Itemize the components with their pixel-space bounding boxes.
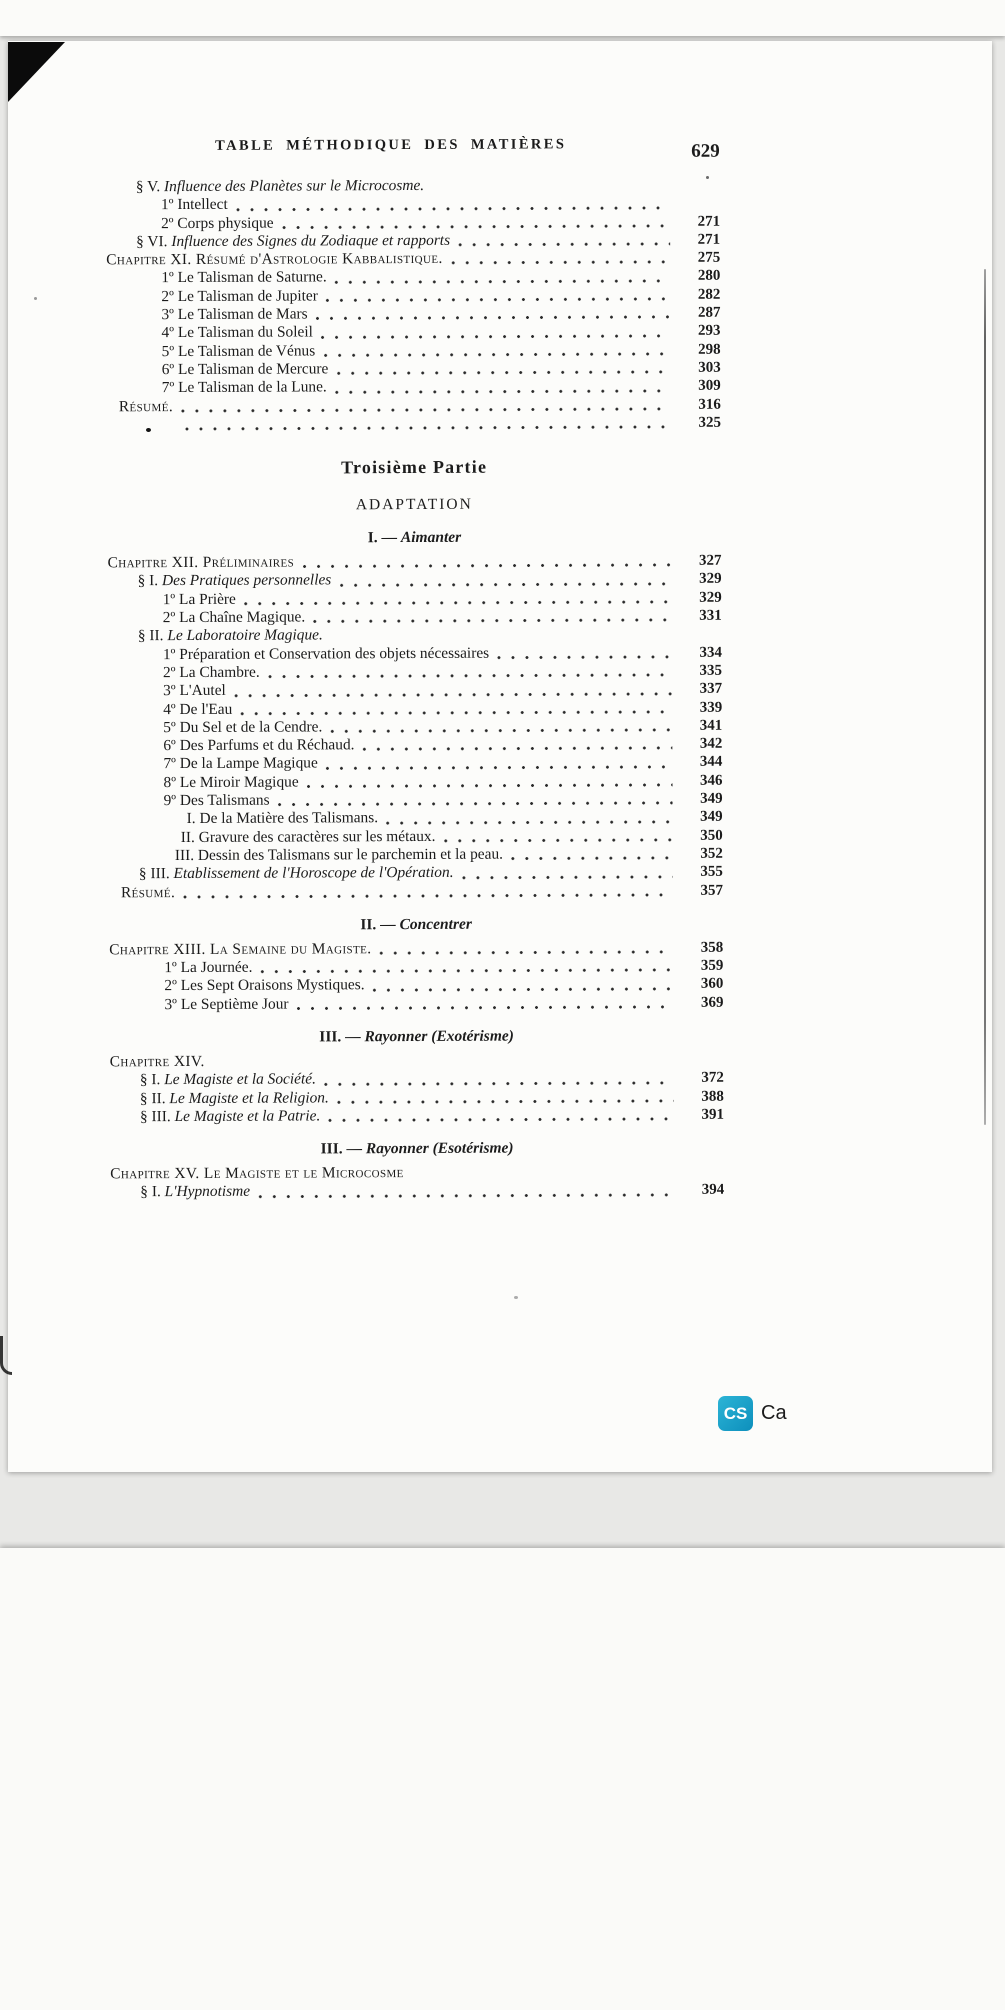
dot-leader [337,1099,674,1104]
toc-entry-text: De la Matière des Talismans. [199,809,379,828]
dot-leader [336,370,670,375]
dot-leader [511,856,673,861]
toc-entry-prefix: 4º [161,324,178,342]
toc-entry-prefix: § III. [138,865,174,883]
toc-entry-text: La Prière [178,590,236,608]
dot-leader [458,242,670,247]
toc-entry-label [138,627,323,646]
toc-page-number: 280 [697,268,721,285]
dot-leader [335,279,671,284]
toc-entry-label [163,591,236,610]
toc-page-number: 372 [701,1069,724,1087]
toc-row [109,881,723,902]
heading-prefix: I. — [367,529,401,547]
toc-page-number: 369 [700,994,724,1011]
toc-entry-label [164,995,288,1014]
toc-entry-text: Corps physique [177,214,274,232]
dot-leader [313,618,672,624]
toc-page-number: 341 [699,717,723,734]
toc-entry-prefix: 5º [161,342,178,360]
toc-page-number: 344 [699,754,723,771]
heading-text: ADAPTATION [355,495,473,514]
toc-entry-label [162,379,327,398]
toc-entry-text: La Journée. [180,958,253,977]
dot-leader [324,1080,674,1086]
toc-heading [110,1027,724,1048]
toc-row [107,414,721,435]
toc-page-number: 394 [701,1182,725,1199]
toc-entry-text: Résumé. [120,883,176,901]
scan-speckle [514,1296,518,1299]
toc-entry-text: Des Parfums et du Réchaud. [179,736,355,755]
camscanner-brand-text: Ca [761,1402,787,1424]
toc-entry-label [110,1053,205,1072]
toc-entry-prefix: § I. [139,1071,165,1089]
toc-page-number: 349 [700,808,723,826]
toc-entry-label [140,1089,329,1108]
toc-page-number: 282 [697,286,721,303]
toc-entry-label [163,682,226,701]
toc-entry-label [163,718,322,737]
dot-leader [462,874,673,879]
toc-entry-label [163,609,306,628]
toc-entry-label [162,324,313,343]
toc-entry-text: Les Sept Oraisons Mystiques. [180,976,365,995]
toc-entry-text: Le Miroir Magique [179,773,299,791]
scan-speckle [34,297,37,300]
toc-entry-prefix: 2º [161,287,178,305]
toc-page-number: 327 [699,552,722,569]
toc-entry-label [181,828,436,847]
dot-leader [321,334,671,340]
dot-leader [326,297,671,303]
toc-entry-text: Le Talisman de Vénus [177,342,316,360]
toc-entry-label [163,773,298,792]
toc-page-number: 329 [699,571,722,588]
toc-page-number: 352 [700,845,723,862]
toc-page-number: 342 [699,735,723,752]
previous-page-edge [0,0,1005,36]
dot-leader [380,950,674,955]
toc-entry-text: Dessin des Talismans sur le parchemin et la peau. [197,845,504,864]
toc-entry-prefix: § VI. [136,232,172,251]
toc-entry-prefix: 2º [164,977,181,995]
toc-entry-label [162,342,316,361]
toc-page-number: 360 [700,976,724,993]
dot-leader [373,987,674,992]
camscanner-logo-text: CS [723,1403,748,1423]
toc-page-number: 309 [698,377,721,395]
toc-entry-label [136,177,424,197]
toc-row [109,993,723,1014]
dot-leader [260,968,673,974]
dot-leader [236,205,670,211]
toc-entry-text: Etablissement de l'Horoscope de l'Opération. [173,864,454,883]
toc-entry-text: Le Magiste et la Religion. [169,1088,329,1107]
toc-page-number: 329 [699,589,722,606]
toc-entry-label [110,1164,404,1184]
dot-leader [302,563,671,569]
toc-entry-prefix: 5º [163,718,180,736]
page-header [106,132,720,171]
toc-page-number: 350 [700,827,723,844]
toc-entry-prefix: 7º [161,379,179,397]
toc-heading [109,914,723,935]
toc-heading [110,1139,724,1160]
heading-text: Rayonner (Esotérisme) [365,1139,514,1158]
scan-speckle [146,428,151,432]
dot-leader [258,1193,674,1199]
toc-entry-label [106,250,443,270]
toc-page-number: 331 [699,607,722,624]
toc-entry-prefix: 8º [163,773,180,791]
dot-leader [326,765,673,771]
toc-entry-text: L'Hypnotisme [164,1183,251,1201]
toc-entry-text: La Chambre. [179,663,260,681]
heading-prefix: III. — [320,1140,366,1158]
folio-number: 629 [691,140,720,162]
dot-leader [323,352,670,358]
toc-entry-text: Le Laboratoire Magique. [167,626,323,645]
toc-entry-label [163,644,489,664]
toc-page-number: 335 [699,662,723,679]
toc-entry-text: Résumé. [118,397,174,415]
toc-entry-text: Influence des Planètes sur le Microcosme. [163,176,425,196]
toc-entry-label [119,398,173,417]
scan-artifact-corner [8,42,65,102]
toc-entry-prefix: 1º [162,590,180,608]
toc-page-number: 271 [697,213,721,230]
dot-leader [185,425,671,431]
toc-entry-text: Des Pratiques personnelles [161,571,332,590]
toc-entry-prefix: 2º [162,609,180,627]
dot-leader [339,582,671,587]
dot-leader [443,838,672,843]
toc-entry-label [108,554,295,573]
toc-entry-label [161,306,307,325]
toc-page-number: 358 [700,939,724,956]
toc-entry-label [164,977,364,996]
toc-content [106,132,725,1202]
toc-entry-label [187,809,378,828]
toc-entry-prefix: 6º [161,360,179,379]
toc-entry-label [136,232,450,252]
toc-entry-label [109,940,371,959]
toc-entry-prefix: § II. [137,627,168,645]
dot-leader [234,691,672,697]
toc-page-number: 275 [697,249,721,266]
dot-leader [240,710,672,716]
toc-page-number: 388 [701,1088,724,1105]
toc-entry-prefix: § II. [139,1089,170,1107]
toc-entry-text: L'Autel [179,682,226,700]
toc-entry-text: Préparation et Conservation des objets nécessaires [179,644,490,663]
toc-page-number: 337 [699,680,723,697]
toc-entry-prefix: § V. [135,178,165,196]
dot-leader [497,655,672,660]
toc-entry-prefix: 2º [161,214,178,232]
toc-entry-prefix: 1º [161,269,178,287]
toc-entry-text: Chapitre XV. Le Magiste et le Microcosme [110,1164,404,1183]
toc-entry-text: Des Talismans [179,791,270,810]
dot-leader [330,728,672,733]
toc-entry-text: Le Talisman du Soleil [177,323,313,342]
toc-entry-label [163,700,232,719]
toc-page-number: 391 [701,1106,724,1123]
page-edge-shadow [984,269,986,1125]
toc-page-number: 271 [697,231,721,248]
toc-entry-text: La Chaîne Magique. [179,608,306,627]
toc-entry-label [140,1183,250,1202]
toc-entry-text: Le Septième Jour [180,995,289,1013]
toc-entry-text: Le Talisman de Jupiter [177,287,318,305]
dot-leader [282,224,670,230]
toc-entry-text: Chapitre XII. Préliminaires [107,553,295,572]
toc-entry-label [161,214,274,233]
toc-entry-text: Le Talisman de Saturne. [177,268,327,287]
toc-entry-text: Le Magiste et la Société. [164,1070,316,1089]
toc-entry-label [139,864,454,884]
toc-entry-prefix: I. [186,810,200,828]
toc-entry-label [162,360,329,379]
toc-entry-text: Gravure des caractères sur les métaux. [198,827,436,846]
toc-entry-label [121,884,175,903]
toc-entry-label [161,269,327,288]
heading-text: Concentrer [399,915,472,933]
heading-prefix: II. — [360,915,400,934]
next-page-edge [0,1548,1005,2010]
toc-heading [107,456,721,480]
dot-leader [363,746,673,751]
toc-row [110,1106,724,1127]
toc-entry-label [140,1107,320,1126]
heading-prefix: III. — [319,1028,365,1046]
toc-entry-text: Le Talisman de la Lune. [178,378,327,397]
toc-entry-prefix: 6º [163,737,180,755]
toc-entry-prefix: 2º [162,663,180,682]
toc-entry-prefix: 7º [163,755,180,773]
dot-leader [244,600,672,606]
toc-entry-text: Chapitre XIII. La Semaine du Magiste. [109,939,372,959]
toc-entry-label [161,287,318,306]
toc-entry-prefix: III. [174,846,198,864]
toc-entry-text: De la Lampe Magique [179,754,318,773]
toc-entry-label [163,755,317,774]
dot-leader [386,819,673,824]
toc-entry-prefix: 1º [164,959,181,977]
toc-entry-label [140,1071,316,1090]
dot-leader [268,673,672,679]
toc-entry-prefix: 4º [163,700,180,718]
toc-entry-prefix: 3º [161,306,178,324]
toc-entry-prefix: 1º [162,645,180,663]
toc-page-number: 357 [700,882,724,899]
scan-artifact-curl [0,1336,12,1375]
toc-entry-label [175,846,503,866]
toc-entry-prefix: 1º [160,196,178,214]
dot-leader [278,801,673,807]
toc-page-number: 325 [698,414,721,431]
dot-leader [451,260,671,265]
toc-entry-prefix: 3º [163,682,180,700]
toc-page-number: 359 [700,957,724,974]
toc-page-number: 298 [698,341,721,358]
toc-entry-text: Intellect [177,196,228,214]
toc-entry-text: Chapitre XIV. [109,1052,205,1071]
toc-entry-label [161,196,228,215]
camscanner-logo-icon [718,1396,753,1431]
toc-entry-label [164,792,270,811]
heading-text: Aimanter [400,528,462,547]
toc-entry-prefix: 3º [164,995,181,1013]
heading-text: Rayonner (Exotérisme) [364,1027,514,1046]
toc-row [110,1181,724,1202]
toc-entry-prefix: § I. [137,572,163,590]
toc-entry-label [164,959,252,978]
dot-leader [316,315,671,321]
toc-page-number: 287 [697,304,721,321]
toc-page-number: 293 [698,323,721,340]
scanned-page [8,41,992,1472]
toc-page-number: 349 [700,790,723,807]
toc-entry-text: Le Talisman de Mercure [177,360,329,378]
scan-speckle [706,176,709,179]
dot-leader [181,407,671,413]
toc-entry-text: Chapitre XI. Résumé d'Astrologie Kabbalistique. [106,250,443,269]
toc-heading [107,528,721,549]
toc-page-number: 316 [698,396,721,413]
toc-entry-text: Le Magiste et la Patrie. [174,1107,321,1125]
toc-entry-text: Influence des Signes du Zodiaque et rapports [171,231,451,250]
toc-entry-prefix: § I. [140,1183,165,1201]
dot-leader [328,1117,674,1123]
heading-text: Troisième Partie [341,456,488,478]
toc-entry-text: Du Sel et de la Cendre. [179,718,323,736]
toc-entry-label [163,664,260,683]
page-title: TABLE MÉTHODIQUE DES MATIÈRES [215,136,567,154]
dot-leader [335,388,671,393]
toc-list [106,176,724,1202]
toc-entry-label [138,572,332,591]
toc-entry-prefix: § III. [139,1107,175,1126]
toc-entry-prefix: II. [180,828,199,846]
dot-leader [307,783,673,789]
dot-leader [297,1005,674,1011]
toc-heading [107,495,721,516]
toc-page-number: 346 [699,772,723,789]
dot-leader [183,893,673,899]
toc-entry-prefix: 9º [163,792,180,810]
toc-entry-text: Le Talisman de Mars [177,305,308,324]
toc-page-number: 334 [699,644,722,661]
toc-page-number: 303 [698,359,721,376]
toc-page-number: 355 [700,863,723,880]
toc-entry-label [163,736,354,755]
camscanner-watermark [718,1396,787,1431]
toc-entry-text: De l'Eau [179,700,233,718]
toc-page-number: 339 [699,699,723,716]
